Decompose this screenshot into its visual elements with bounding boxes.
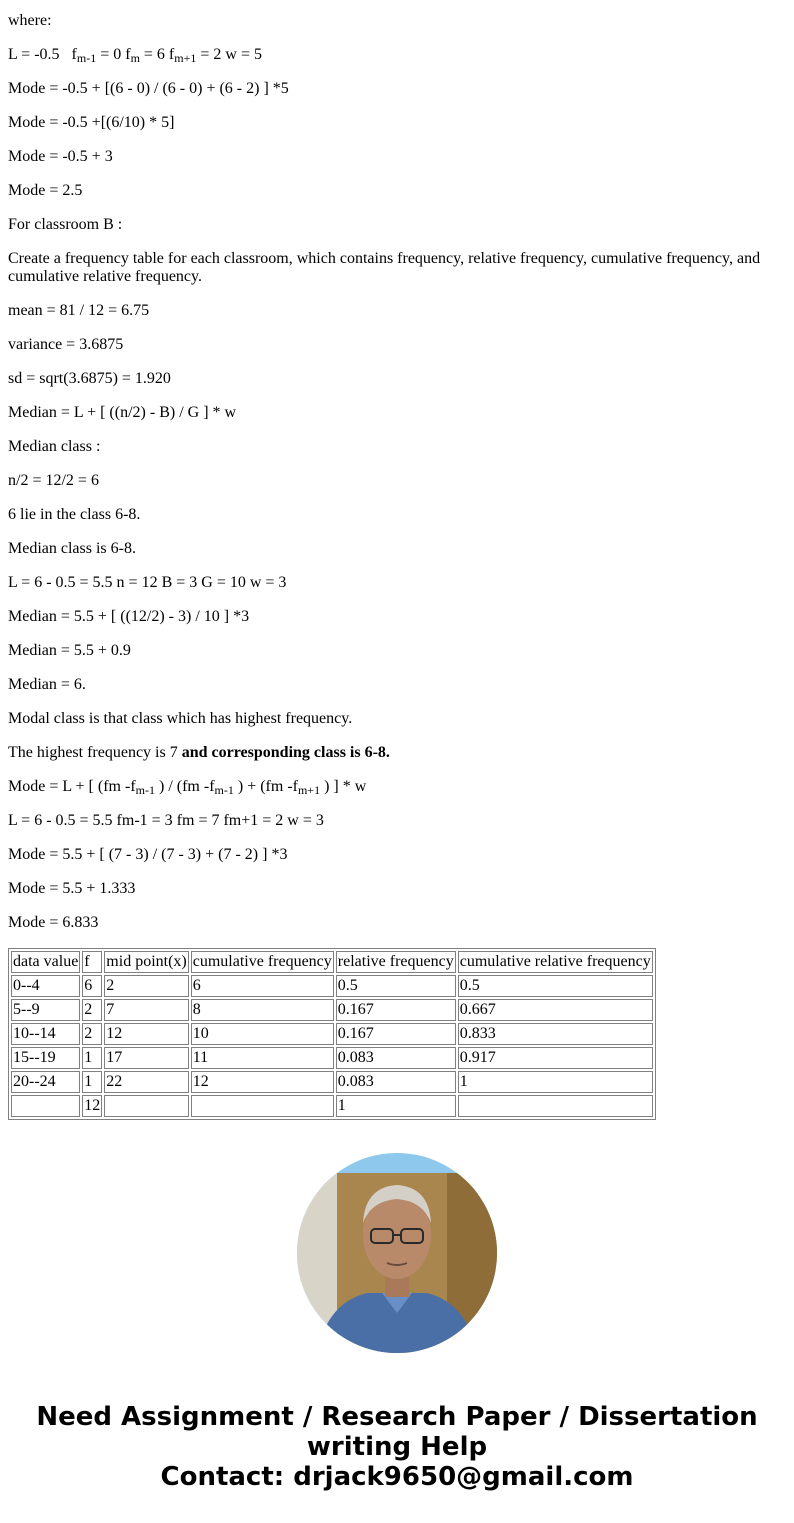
table-row (11, 1071, 653, 1093)
frequency-table (8, 948, 656, 1120)
table-cell: 10 (191, 1023, 334, 1045)
table-cell: 1 (336, 1095, 456, 1117)
text-highest (8, 744, 786, 762)
highest-plain: The highest frequency is 7 (8, 744, 182, 761)
text-mode-a1: Mode = -0.5 + [(6 - 0) / (6 - 0) + (6 - 2) ] *5 (8, 80, 289, 97)
header-cell: data value (11, 951, 80, 973)
mf-d: ) ] * w (320, 778, 367, 795)
table-cell: 10--14 (11, 1023, 80, 1045)
header-cell: cumulative relative frequency (458, 951, 653, 973)
table-cell: 0.083 (336, 1071, 456, 1093)
sub-m-plus-1: m+1 (174, 51, 197, 65)
text-mode-b2: Mode = 5.5 + 1.333 (8, 880, 136, 897)
table-cell: 15--19 (11, 1047, 80, 1069)
table-cell: 0.5 (336, 975, 456, 997)
table-cell: 0.5 (458, 975, 653, 997)
table-cell (11, 1095, 80, 1117)
param-l: L = -0.5 (8, 46, 60, 63)
mf-b: ) / (fm -f (154, 778, 215, 795)
table-cell: 0--4 (11, 975, 80, 997)
table-cell: 2 (104, 975, 188, 997)
mf-sub-1: m-1 (135, 783, 155, 797)
param-f: f (71, 46, 77, 63)
text-where: where: (8, 12, 52, 29)
table-cell: 11 (191, 1047, 334, 1069)
text-n-half: n/2 = 12/2 = 6 (8, 472, 99, 489)
table-cell: 7 (104, 999, 188, 1021)
footer-line-1: Need Assignment / Research Paper / Dissertation (36, 1402, 758, 1432)
text-variance: variance = 3.6875 (8, 336, 124, 353)
table-cell: 0.833 (458, 1023, 653, 1045)
table-total-row (11, 1095, 653, 1117)
table-row (11, 1023, 653, 1045)
table-cell: 12 (191, 1071, 334, 1093)
text-median-2: Median = 5.5 + 0.9 (8, 642, 131, 659)
table-row (11, 999, 653, 1021)
spacer (60, 46, 72, 63)
sub-m: m (130, 51, 140, 65)
table-cell: 0.083 (336, 1047, 456, 1069)
text-mode-a3: Mode = -0.5 + 3 (8, 148, 113, 165)
text-mode-formula (8, 778, 786, 796)
table-cell: 1 (82, 1047, 102, 1069)
text-mode-params: L = 6 - 0.5 = 5.5 fm-1 = 3 fm = 7 fm+1 = 2 w = 3 (8, 812, 324, 829)
text-median-formula: Median = L + [ ((n/2) - B) / G ] * w (8, 404, 237, 421)
mf-sub-2: m-1 (214, 783, 234, 797)
text-median-class-is: Median class is 6-8. (8, 540, 136, 557)
header-cell: relative frequency (336, 951, 456, 973)
table-cell: 20--24 (11, 1071, 80, 1093)
solution-content (8, 0, 786, 1120)
mf-sub-3: m+1 (297, 783, 321, 797)
text-median-3: Median = 6. (8, 676, 86, 693)
footer-contact: Contact: drjack9650@gmail.com (160, 1462, 634, 1492)
table-row (11, 975, 653, 997)
table-cell (458, 1095, 653, 1117)
table-cell: 0.167 (336, 999, 456, 1021)
table-cell: 0.667 (458, 999, 653, 1021)
table-cell: 2 (82, 1023, 102, 1045)
table-cell (191, 1095, 334, 1117)
footer-banner (0, 1402, 794, 1492)
header-cell: f (82, 951, 102, 973)
table-cell: 5--9 (11, 999, 80, 1021)
table-cell (104, 1095, 188, 1117)
text-create-table: Create a frequency table for each classroom, which contains frequency, relative frequency, cumulative frequency, and cumulative relative frequency. (8, 250, 761, 285)
text-median-1: Median = 5.5 + [ ((12/2) - 3) / 10 ] *3 (8, 608, 250, 625)
table-cell: 6 (191, 975, 334, 997)
author-avatar (297, 1153, 497, 1353)
table-row (11, 1047, 653, 1069)
text-mean: mean = 81 / 12 = 6.75 (8, 302, 150, 319)
highest-bold: and corresponding class is 6-8. (181, 744, 390, 761)
table-cell: 6 (82, 975, 102, 997)
text-mode-b3: Mode = 6.833 (8, 914, 99, 931)
text-modal-def: Modal class is that class which has highest frequency. (8, 710, 353, 727)
table-cell: 8 (191, 999, 334, 1021)
param-t1: = 0 f (96, 46, 131, 63)
table-header-row (11, 951, 653, 973)
sub-m-1: m-1 (76, 51, 97, 65)
text-sd: sd = sqrt(3.6875) = 1.920 (8, 370, 171, 387)
param-t3: = 2 w = 5 (196, 46, 262, 63)
footer-line-2: writing Help (306, 1432, 488, 1462)
text-median-class-label: Median class : (8, 438, 101, 455)
text-lie-in: 6 lie in the class 6-8. (8, 506, 141, 523)
table-cell: 1 (82, 1071, 102, 1093)
table-cell: 2 (82, 999, 102, 1021)
text-mode-a2: Mode = -0.5 +[(6/10) * 5] (8, 114, 175, 131)
text-params-a (8, 46, 786, 64)
author-photo (297, 1153, 497, 1353)
text-mode-b1: Mode = 5.5 + [ (7 - 3) / (7 - 3) + (7 - 2) ] *3 (8, 846, 288, 863)
text-median-params: L = 6 - 0.5 = 5.5 n = 12 B = 3 G = 10 w = 3 (8, 574, 287, 591)
text-classroom-b: For classroom B : (8, 216, 123, 233)
table-cell: 12 (82, 1095, 102, 1117)
table-cell: 22 (104, 1071, 188, 1093)
header-cell: cumulative frequency (191, 951, 334, 973)
header-cell: mid point(x) (104, 951, 188, 973)
table-cell: 12 (104, 1023, 188, 1045)
table-cell: 17 (104, 1047, 188, 1069)
param-t2: = 6 f (139, 46, 175, 63)
mf-a: Mode = L + [ (fm -f (8, 778, 136, 795)
mf-c: ) + (fm -f (233, 778, 298, 795)
text-mode-a4: Mode = 2.5 (8, 182, 83, 199)
table-cell: 0.167 (336, 1023, 456, 1045)
table-cell: 1 (458, 1071, 653, 1093)
table-cell: 0.917 (458, 1047, 653, 1069)
